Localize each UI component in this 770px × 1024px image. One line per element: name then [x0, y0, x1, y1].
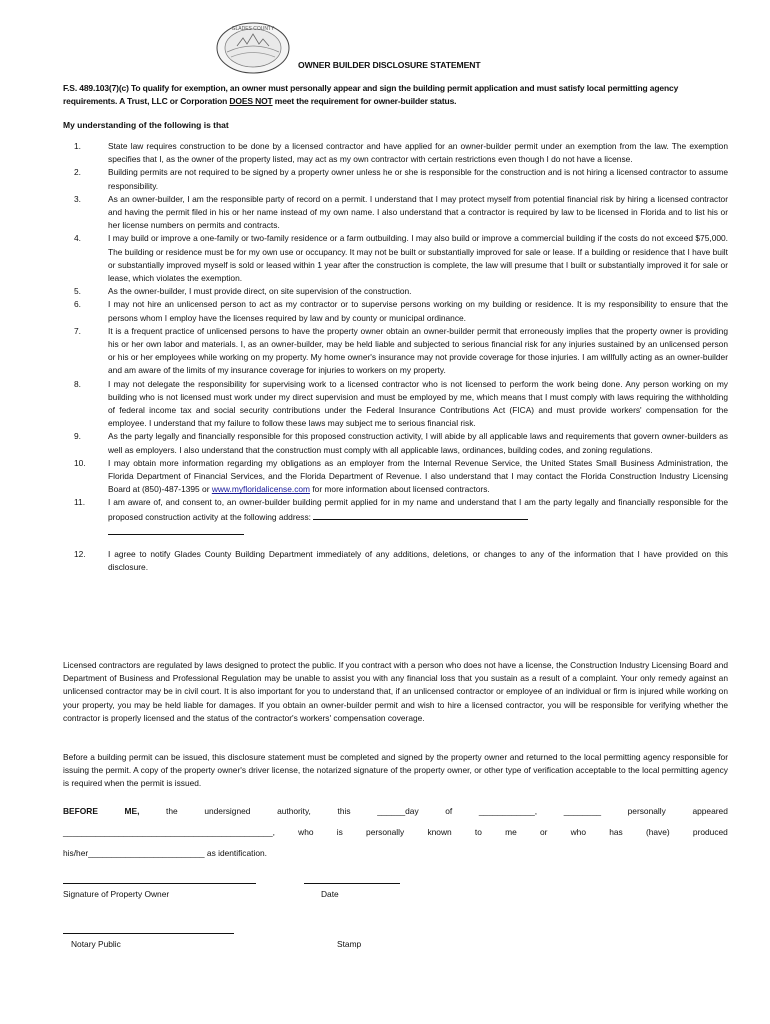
notary-word: undersigned [204, 806, 251, 816]
item-number: 12. [74, 548, 86, 559]
item-text: As the owner-builder, I must provide direct, on site supervision of the construction. [108, 286, 412, 297]
item-number: 5. [74, 286, 81, 297]
notary-public-label: Notary Public [71, 939, 121, 949]
item-number: 1. [74, 141, 81, 151]
stamp-label: Stamp [337, 939, 362, 949]
item-number: 11. [74, 497, 86, 508]
item-text-end: for more information about licensed contractors. [310, 484, 490, 495]
item-number: 3. [74, 193, 81, 204]
notary-word: (have) [645, 827, 670, 837]
notary-word: me [505, 827, 517, 837]
notary-word: known [427, 827, 452, 837]
item-text: I agree to notify Glades County Building Department immediately of any additions, deletions, or changes to any of the information that I have provided on this disclosure. [108, 548, 728, 573]
item-text: I may obtain more information regarding my obligations as an employer from the Internal Revenue Service, the United States Small Business Administration, the Florida Department of Financial Services, and the Florida Department of Revenue. I also understand that I may contact the Florida Construction Industry Licensing Board at (850)-487-1395 or [108, 457, 728, 495]
notary-word: this [337, 806, 351, 816]
notary-word: appeared [692, 806, 728, 816]
list-item [63, 193, 728, 233]
item-number: 2. [74, 167, 81, 178]
statute-text-end: meet the requirement for owner-builder status. [272, 96, 457, 107]
item-number: 8. [74, 378, 81, 389]
list-item [63, 548, 728, 574]
notary-word: produced [692, 827, 728, 837]
notary-word: who [298, 827, 314, 837]
notary-word: personally [366, 827, 405, 837]
item-text: As an owner-builder, I am the responsible party of record on a permit. I understand that I may protect myself from potential financial risk by hiring a licensed contractor and having the permit filed in his or her name instead of my own name. I also understand that a contractor is required by law to be licensed in Florida and to list his or her license numbers on permits and contracts. [108, 193, 728, 231]
notary-word: the [166, 806, 178, 816]
notary-statement-row-1 [63, 805, 728, 818]
permit-issuance-paragraph: Before a building permit can be issued, this disclosure statement must be completed and signed by the property owner and returned to the local permitting agency responsible for issuing the permit. A copy of the property owner's driver license, the notarized signature of the property owner, or other type of verification acceptable to the local permitting agency is required when the permit is issued. [63, 752, 728, 789]
list-item [63, 140, 728, 166]
acknowledgement-list [63, 140, 728, 574]
list-item [63, 285, 728, 298]
item-number: 9. [74, 431, 81, 442]
list-item [63, 457, 728, 497]
year-field[interactable]: ________ [563, 806, 602, 816]
licensed-contractors-paragraph: Licensed contractors are regulated by laws designed to protect the public. If you contract with a person who does not have a license, the Construction Industry Licensing Board and Department of Business and Professional Regulation may be unable to assist you with any financial loss that you sustain as a result of a complaint. Your only remedy against an unlicensed contractor may be in civil court. It is also important for you to understand that, if an unlicensed contractor or employee of an individual or firm is injured while working on your property, you may be held liable for damages. If you obtain an owner-builder permit and wish to hire a licensed contractor, you will be responsible for verifying whether the contractor is properly licensed and the status of the contractor's workers' compensation coverage. [63, 660, 728, 723]
item-number: 6. [74, 299, 81, 310]
day-field[interactable]: ______day [377, 806, 419, 816]
notary-word: BEFORE [63, 806, 98, 816]
item-text: I may build or improve a one-family or two-family residence or a farm outbuilding. I may also build or improve a commercial building if the costs do not exceed $75,000. The building or residence must be for my own use or occupancy. It may not be built or substantially improved for sale or lease. If a building or residence that I have built or substantially improved myself is sold or leased within 1 year after the construction is complete, the law will presume that I built or substantially improved it for sale or lease, which violates the exemption. [108, 233, 728, 284]
date-line[interactable] [304, 882, 400, 884]
notary-word: to [474, 827, 482, 837]
notary-word: of [445, 806, 453, 816]
statute-emphasis: DOES NOT [229, 96, 273, 107]
address-field-continued[interactable] [108, 526, 244, 535]
item-text: State law requires construction to be done by a licensed contractor and have applied for an owner-builder permit under an exemption from the law. The exemption specifies that I, as the owner of the property listed, may act as my own contractor with certain restrictions even though I do not have a license. [108, 141, 728, 165]
statute-text: F.S. 489.103(7)(c) To qualify for exemption, an owner must personally appear and sign the building permit application and must satisfy local permitting agency requirements. A Trust, LLC or Corporation [63, 83, 679, 107]
notary-word: authority, [277, 806, 311, 816]
identification-field[interactable]: his/her_________________________ as identification. [63, 848, 267, 858]
notary-word: who [570, 827, 586, 837]
list-item [63, 298, 728, 324]
appeared-name-field[interactable]: _____________________________________________, [63, 827, 275, 837]
notary-word: personally [627, 806, 666, 816]
notary-word: has [609, 827, 623, 837]
list-item [63, 378, 728, 431]
item-text: I am aware of, and consent to, an owner-builder building permit applied for in my name and understand that I am the party legally and financially responsible for the proposed construction activity at the following address: [108, 497, 728, 522]
understanding-heading: My understanding of the following is that [63, 120, 229, 130]
item-number: 7. [74, 325, 81, 336]
list-item [63, 430, 728, 456]
item-text: I may not hire an unlicensed person to act as my contractor or to supervise persons working on my building or residence. It is my responsibility to ensure that the persons whom I employ have the licenses required by law and by county or municipal ordinance. [108, 299, 728, 323]
item-text: It is a frequent practice of unlicensed persons to have the property owner obtain an owner-builder permit that erroneously implies that the property owner is providing his or her own labor and materials. I, as an owner-builder, may be held liable and subjected to serious financial risk for any injuries sustained by an unlicensed person or his or her employees while working on my property. My home owner's insurance may not provide coverage for those injuries. I am willfully acting as an owner-builder and am aware of the limits of my insurance coverage for injuries to workers on my property. [108, 325, 728, 376]
county-seal-logo [215, 22, 291, 74]
notary-statement-row-2 [63, 826, 728, 839]
item-number: 10. [74, 457, 86, 468]
list-item [63, 232, 728, 285]
item-number: 4. [74, 233, 81, 244]
notary-word: or [539, 827, 548, 837]
owner-signature-label: Signature of Property Owner [63, 889, 170, 899]
month-field[interactable]: ____________, [478, 806, 538, 816]
notary-word: ME, [124, 806, 140, 816]
owner-signature-line[interactable] [63, 882, 256, 884]
document-title: OWNER BUILDER DISCLOSURE STATEMENT [298, 60, 481, 70]
item-text: I may not delegate the responsibility for supervising work to a licensed contractor who is not licensed to perform the work being done. Any person working on my building who is not licensed must work under my direct supervision and must be employed by me, which means that I must comply with laws requiring the withholding of federal income tax and social security contributions under the Federal Insurance Contributions Act (FICA) and must provide workers' compensation for the employee. I understand that my failure to follow these laws may subject me to serious financial risk. [108, 378, 728, 429]
licensing-website-link[interactable]: www.myfloridalicense.com [211, 484, 311, 495]
statute-requirement [63, 82, 728, 109]
list-item [63, 496, 728, 534]
item-text: Building permits are not required to be signed by a property owner unless he or she is responsible for the construction and is not hiring a licensed contractor to assume responsibility. [108, 167, 728, 191]
item-text: As the party legally and financially responsible for this proposed construction activity, I will abide by all applicable laws and requirements that govern owner-builders as well as employers. I also understand that the construction must comply with all applicable laws, ordinances, building codes, and zoning regulations. [108, 431, 728, 455]
svg-text:GLADES COUNTY: GLADES COUNTY [231, 26, 275, 32]
notary-signature-line[interactable] [63, 932, 234, 934]
date-label: Date [321, 889, 339, 899]
address-field[interactable] [313, 510, 528, 520]
list-item [63, 166, 728, 192]
list-item [63, 325, 728, 378]
notary-word: is [336, 827, 343, 837]
